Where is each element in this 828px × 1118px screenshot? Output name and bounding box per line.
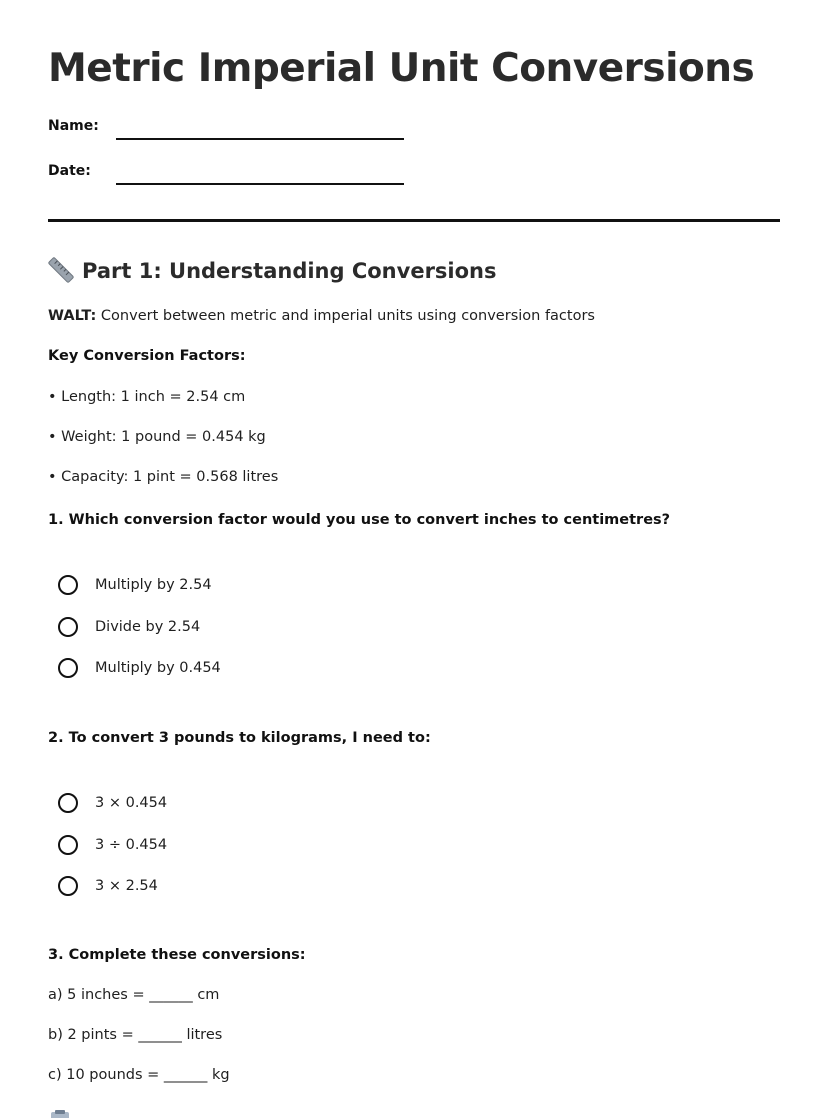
radio-button[interactable]	[58, 658, 78, 678]
conversion-item-b: b) 2 pints = ______ litres	[48, 1027, 223, 1043]
question-1: 1. Which conversion factor would you use to convert inches to centimetres?	[48, 512, 671, 528]
walt-label: WALT:	[48, 308, 97, 324]
radio-button[interactable]	[58, 835, 78, 855]
radio-button[interactable]	[58, 617, 78, 637]
radio-button[interactable]	[58, 793, 78, 813]
option-label: Multiply by 0.454	[95, 660, 221, 676]
radio-button[interactable]	[58, 575, 78, 595]
conversion-item-c: c) 10 pounds = ______ kg	[48, 1067, 230, 1083]
part-1-title: Part 1: Understanding Conversions	[82, 259, 497, 283]
option-label: 3 × 2.54	[95, 878, 158, 894]
question-3: 3. Complete these conversions:	[48, 947, 306, 963]
ruler-icon	[48, 257, 74, 283]
option-label: Divide by 2.54	[95, 619, 201, 635]
question-2: 2. To convert 3 pounds to kilograms, I need to:	[48, 730, 431, 746]
name-label: Name:	[48, 118, 99, 134]
key-factors-heading: Key Conversion Factors:	[48, 348, 246, 364]
option-label: Multiply by 2.54	[95, 577, 212, 593]
factor-weight: • Weight: 1 pound = 0.454 kg	[48, 429, 266, 445]
factor-capacity: • Capacity: 1 pint = 0.568 litres	[48, 469, 279, 485]
part-1-heading	[48, 257, 497, 283]
next-section-icon	[48, 1110, 74, 1118]
walt-text: Convert between metric and imperial units using conversion factors	[96, 308, 595, 324]
page-title: Metric Imperial Unit Conversions	[48, 46, 755, 91]
name-input-line[interactable]	[116, 138, 404, 140]
option-label: 3 ÷ 0.454	[95, 837, 168, 853]
conversion-item-a: a) 5 inches = ______ cm	[48, 987, 220, 1003]
date-label: Date:	[48, 163, 91, 179]
walt-line	[48, 308, 595, 324]
factor-length: • Length: 1 inch = 2.54 cm	[48, 389, 246, 405]
date-input-line[interactable]	[116, 183, 404, 185]
option-label: 3 × 0.454	[95, 795, 168, 811]
radio-button[interactable]	[58, 876, 78, 896]
header-divider	[48, 219, 780, 222]
